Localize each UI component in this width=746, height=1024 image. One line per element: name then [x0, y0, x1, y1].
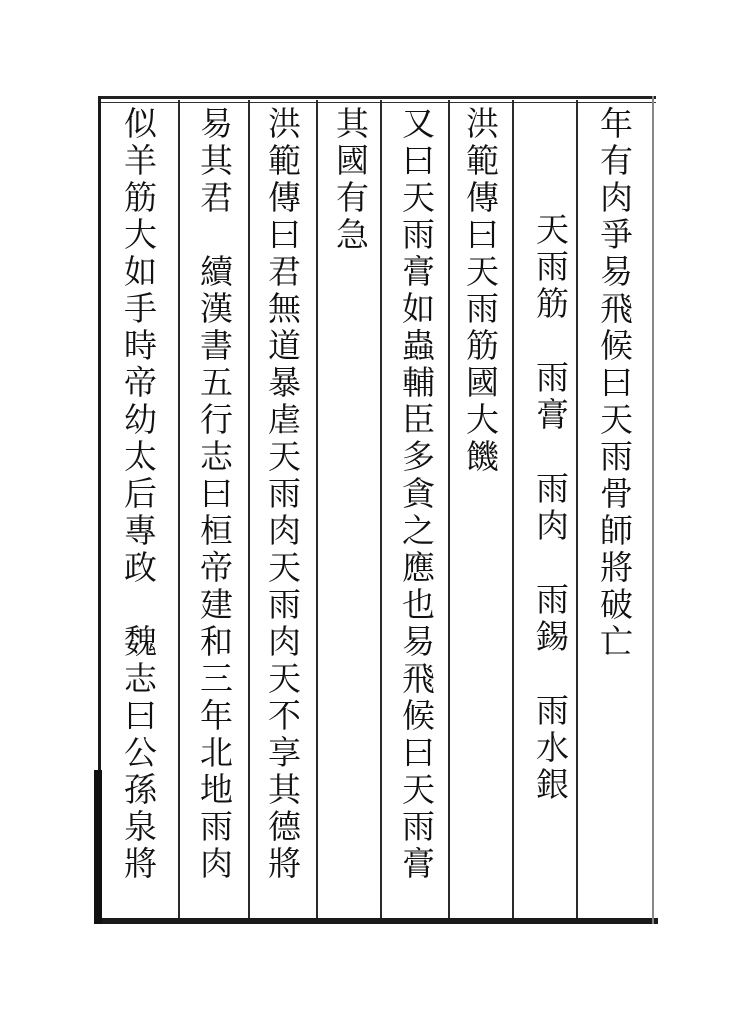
top-border-inner	[100, 102, 656, 103]
top-border	[100, 96, 656, 99]
column-rule	[178, 100, 180, 918]
bottom-border	[98, 918, 658, 924]
column-rule	[512, 100, 514, 918]
left-border-ink	[94, 770, 102, 924]
column-rule	[380, 100, 382, 918]
text-column-8: 似羊筋大如手時帝幼太后專政 魏志曰公孫泉將	[119, 106, 158, 883]
text-column-4: 又曰天雨膏如蟲輔臣多貪之應也易飛候曰天雨膏	[397, 106, 436, 883]
text-column-2: 天雨筋 雨膏 雨肉 雨錫 雨水銀	[531, 212, 570, 804]
column-rule	[248, 100, 250, 918]
text-column-5: 其國有急	[331, 106, 370, 254]
text-column-6: 洪範傳曰君無道暴虐天雨肉天雨肉天不享其德將	[263, 106, 302, 883]
text-column-7: 易其君 續漢書五行志曰桓帝建和三年北地雨肉	[195, 106, 234, 883]
column-rule	[448, 100, 450, 918]
text-column-1: 年有肉爭易飛候曰天雨骨師將破亡	[595, 106, 634, 661]
text-column-3: 洪範傳曰天雨筋國大饑	[461, 106, 500, 476]
column-rule	[316, 100, 318, 918]
column-rule	[576, 100, 578, 918]
right-border	[652, 96, 654, 924]
